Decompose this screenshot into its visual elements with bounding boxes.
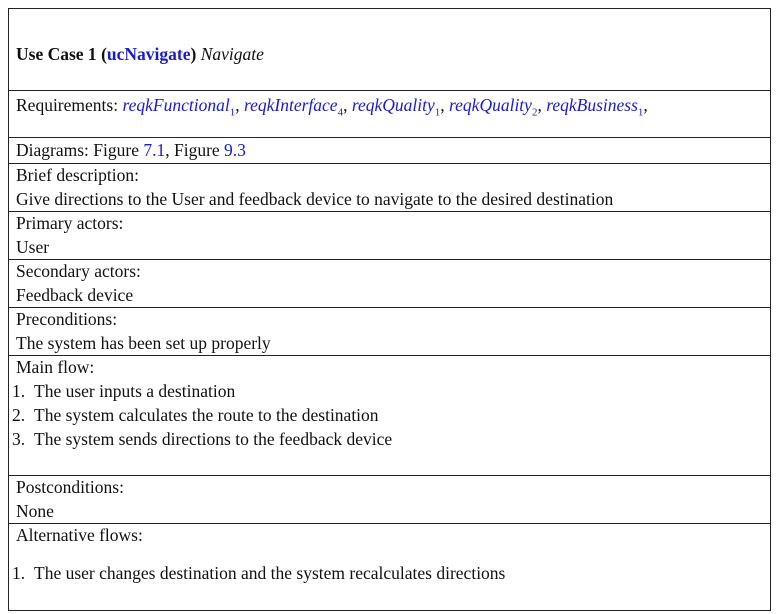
list-item: 3. The system sends directions to the feedback device [12, 429, 393, 449]
preconditions-row [9, 307, 770, 355]
diagrams-line: Diagrams: Figure 7.1, Figure 9.3 [16, 140, 246, 160]
requirement-link[interactable]: reqkQuality$_2$ [449, 95, 538, 119]
requirements-label: Requirements: [16, 95, 119, 115]
figure-link[interactable]: 7.1 [143, 140, 166, 160]
use-case-title: Use Case 1 (ucNavigate) Navigate [16, 44, 264, 64]
secondary-actors-row [9, 259, 770, 307]
figure-link[interactable]: 9.3 [224, 140, 246, 160]
primary-actors-text: User [16, 237, 50, 257]
secondary-actors-label: Secondary actors: [16, 261, 141, 281]
preconditions-text: The system has been set up properly [16, 333, 271, 353]
preconditions-label: Preconditions: [16, 309, 118, 329]
alternative-flows-label: Alternative flows: [16, 525, 143, 545]
postconditions-label: Postconditions: [16, 477, 124, 497]
diagrams-label: Diagrams: Figure [16, 140, 139, 160]
main-flow-label: Main flow: [16, 357, 95, 377]
requirements-line: Requirements: reqkFunctional$_1$, reqkInterface$_4$, reqkQuality$_1$, reqkQuality$_2$, reqkBusiness$_1$, [16, 95, 648, 119]
list-item: 2. The system calculates the route to the destination [12, 405, 379, 425]
primary-actors-label: Primary actors: [16, 213, 124, 233]
requirement-link[interactable]: reqkFunctional$_1$ [122, 95, 236, 119]
use-case-prefix: Use Case 1 [16, 44, 97, 64]
primary-actors-row [9, 211, 770, 259]
main-flow-row [9, 355, 770, 475]
diagrams-row [9, 137, 770, 163]
use-case-id[interactable]: ucNavigate [106, 44, 191, 64]
list-item: 1. The user changes destination and the system recalculates directions [12, 563, 506, 583]
use-case-table [8, 8, 771, 611]
list-item: 1. The user inputs a destination [12, 381, 236, 401]
requirement-link[interactable]: reqkQuality$_1$ [351, 95, 441, 119]
requirements-row [9, 90, 770, 137]
postconditions-text: None [16, 501, 54, 521]
header-row [9, 9, 770, 90]
brief-description-text: Give directions to the User and feedback device to navigate to the desired destination [16, 189, 614, 209]
alternative-flows-row [9, 523, 770, 610]
brief-description-row [9, 163, 770, 211]
postconditions-row [9, 475, 770, 523]
use-case-name: Navigate [200, 44, 264, 64]
secondary-actors-text: Feedback device [16, 285, 134, 305]
brief-description-label: Brief description: [16, 165, 139, 185]
requirement-link[interactable]: reqkInterface$_4$ [243, 95, 344, 119]
requirement-link[interactable]: reqkBusiness$_1$ [546, 95, 644, 119]
